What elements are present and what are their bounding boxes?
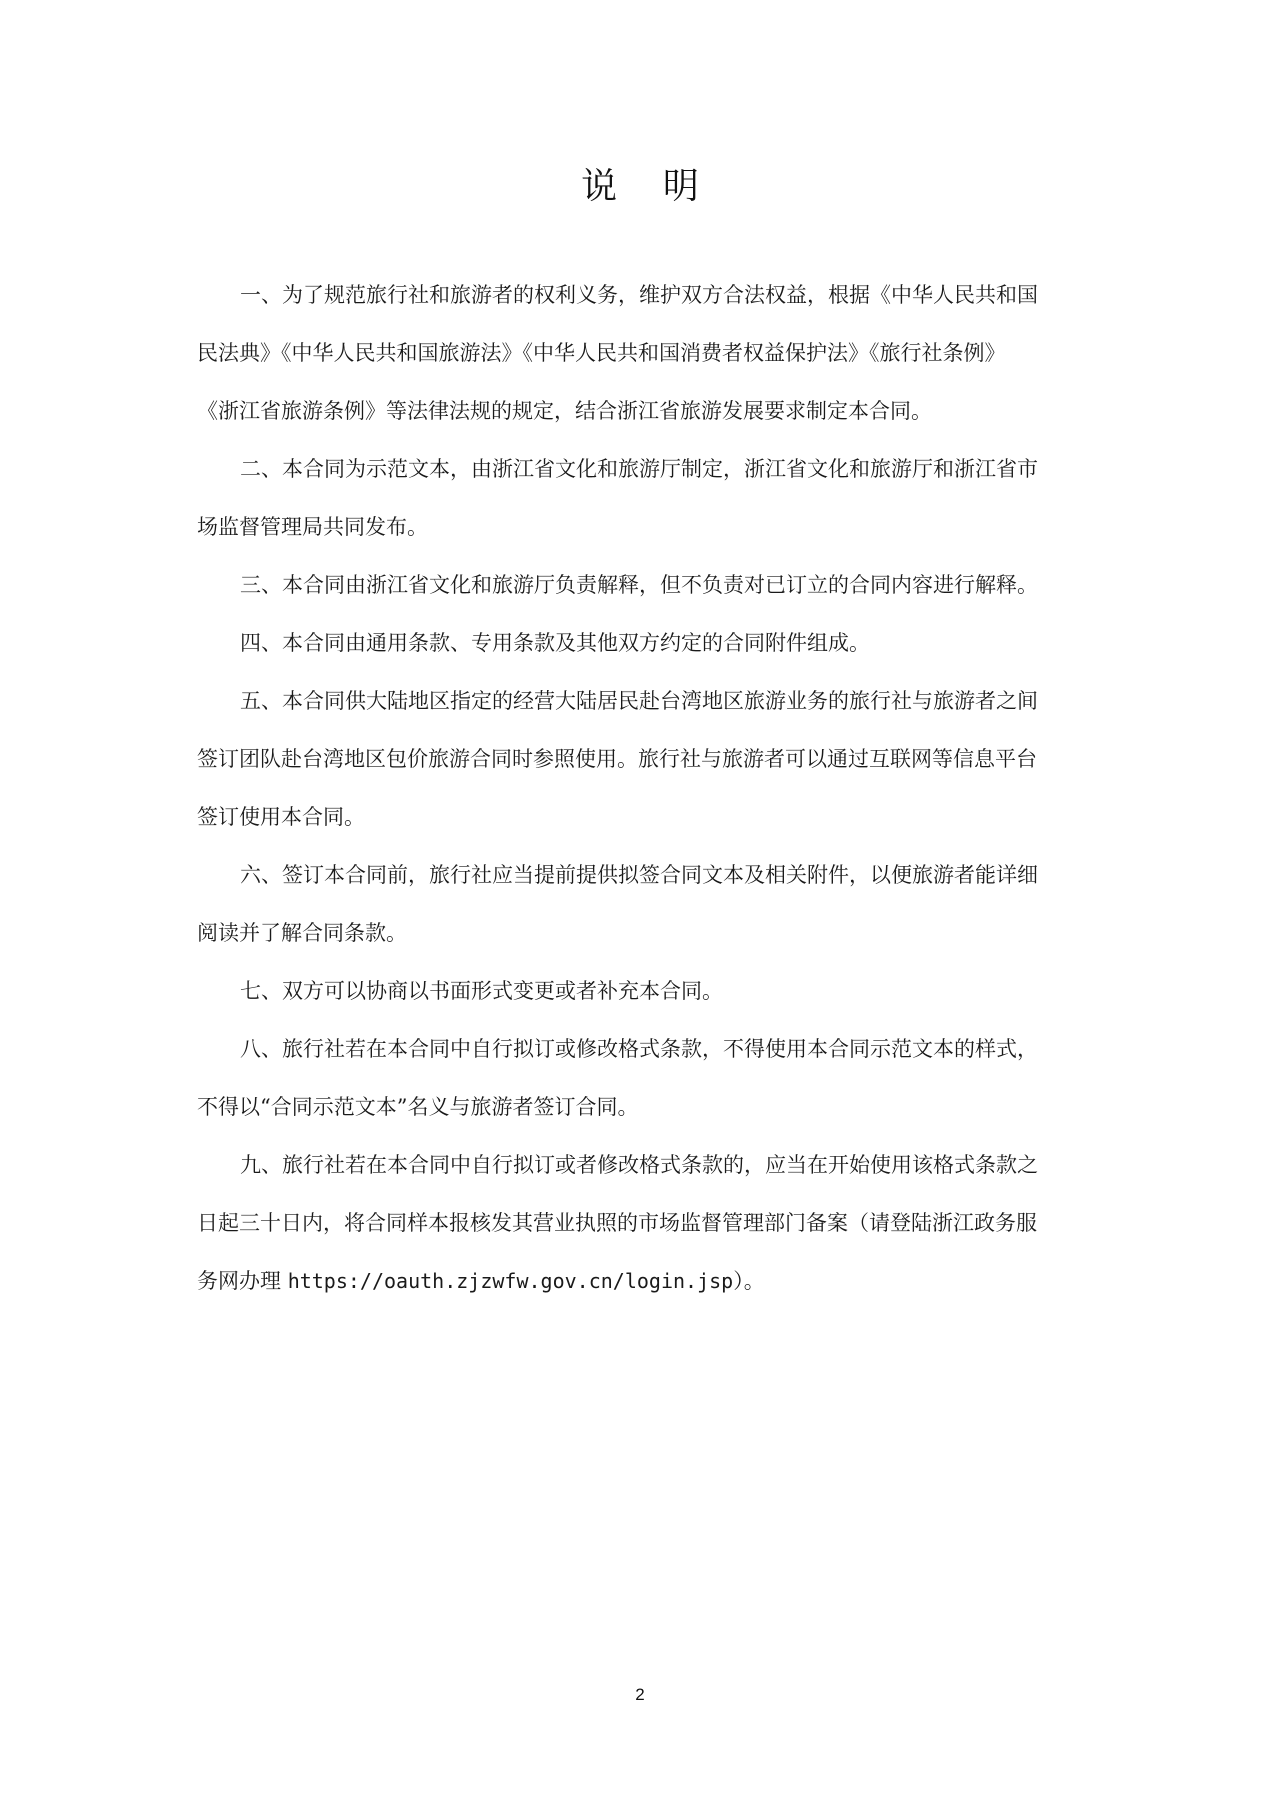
paragraph-1	[197, 279, 1089, 453]
paragraph-7	[197, 975, 1089, 1033]
paragraph-line-with-url	[197, 1265, 1089, 1323]
url-suffix-text: ）。	[733, 1269, 765, 1293]
paragraph-3	[197, 569, 1089, 627]
paragraph-line: 八、旅行社若在本合同中自行拟订或修改格式条款，不得使用本合同示范文本的样式，	[240, 1037, 1038, 1061]
paragraph-line: 签订团队赴台湾地区包价旅游合同时参照使用。旅行社与旅游者可以通过互联网等信息平台	[197, 747, 1037, 771]
paragraph-line: 四、本合同由通用条款、专用条款及其他双方约定的合同附件组成。	[240, 631, 870, 655]
paragraph-line: 民法典》《中华人民共和国旅游法》《中华人民共和国消费者权益保护法》《旅行社条例》	[197, 341, 1006, 365]
paragraph-line: 一、为了规范旅行社和旅游者的权利义务，维护双方合法权益，根据《中华人民共和国	[240, 283, 1038, 307]
paragraph-line: 七、双方可以协商以书面形式变更或者补充本合同。	[240, 979, 723, 1003]
paragraph-line: 六、签订本合同前，旅行社应当提前提供拟签合同文本及相关附件，以便旅游者能详细	[240, 863, 1038, 887]
registration-url-link[interactable]: https://oauth.zjzwfw.gov.cn/login.jsp	[287, 1269, 734, 1293]
paragraph-4	[197, 627, 1089, 685]
url-prefix-text: 务网办理	[197, 1269, 288, 1293]
page-title: 说 明	[581, 166, 699, 207]
paragraph-9	[197, 1149, 1089, 1323]
paragraph-line: 五、本合同供大陆地区指定的经营大陆居民赴台湾地区旅游业务的旅行社与旅游者之间	[240, 689, 1038, 713]
paragraph-line: 不得以“合同示范文本”名义与旅游者签订合同。	[197, 1095, 639, 1119]
paragraph-line: 三、本合同由浙江省文化和旅游厅负责解释，但不负责对已订立的合同内容进行解释。	[240, 573, 1038, 597]
paragraph-5	[197, 685, 1089, 859]
paragraph-line: 二、本合同为示范文本，由浙江省文化和旅游厅制定，浙江省文化和旅游厅和浙江省市	[240, 457, 1038, 481]
page-number: 2	[635, 1685, 645, 1704]
paragraph-2	[197, 453, 1089, 569]
paragraph-line: 阅读并了解合同条款。	[197, 921, 407, 945]
paragraph-line: 九、旅行社若在本合同中自行拟订或者修改格式条款的，应当在开始使用该格式条款之	[240, 1153, 1038, 1177]
paragraph-8	[197, 1033, 1089, 1149]
paragraph-line: 签订使用本合同。	[197, 805, 365, 829]
paragraph-6	[197, 859, 1089, 975]
document-body	[197, 279, 1089, 1323]
paragraph-line: 场监督管理局共同发布。	[197, 515, 428, 539]
paragraph-line: 《浙江省旅游条例》等法律法规的规定，结合浙江省旅游发展要求制定本合同。	[197, 399, 932, 423]
paragraph-line: 日起三十日内，将合同样本报核发其营业执照的市场监督管理部门备案（请登陆浙江政务服	[197, 1211, 1037, 1235]
